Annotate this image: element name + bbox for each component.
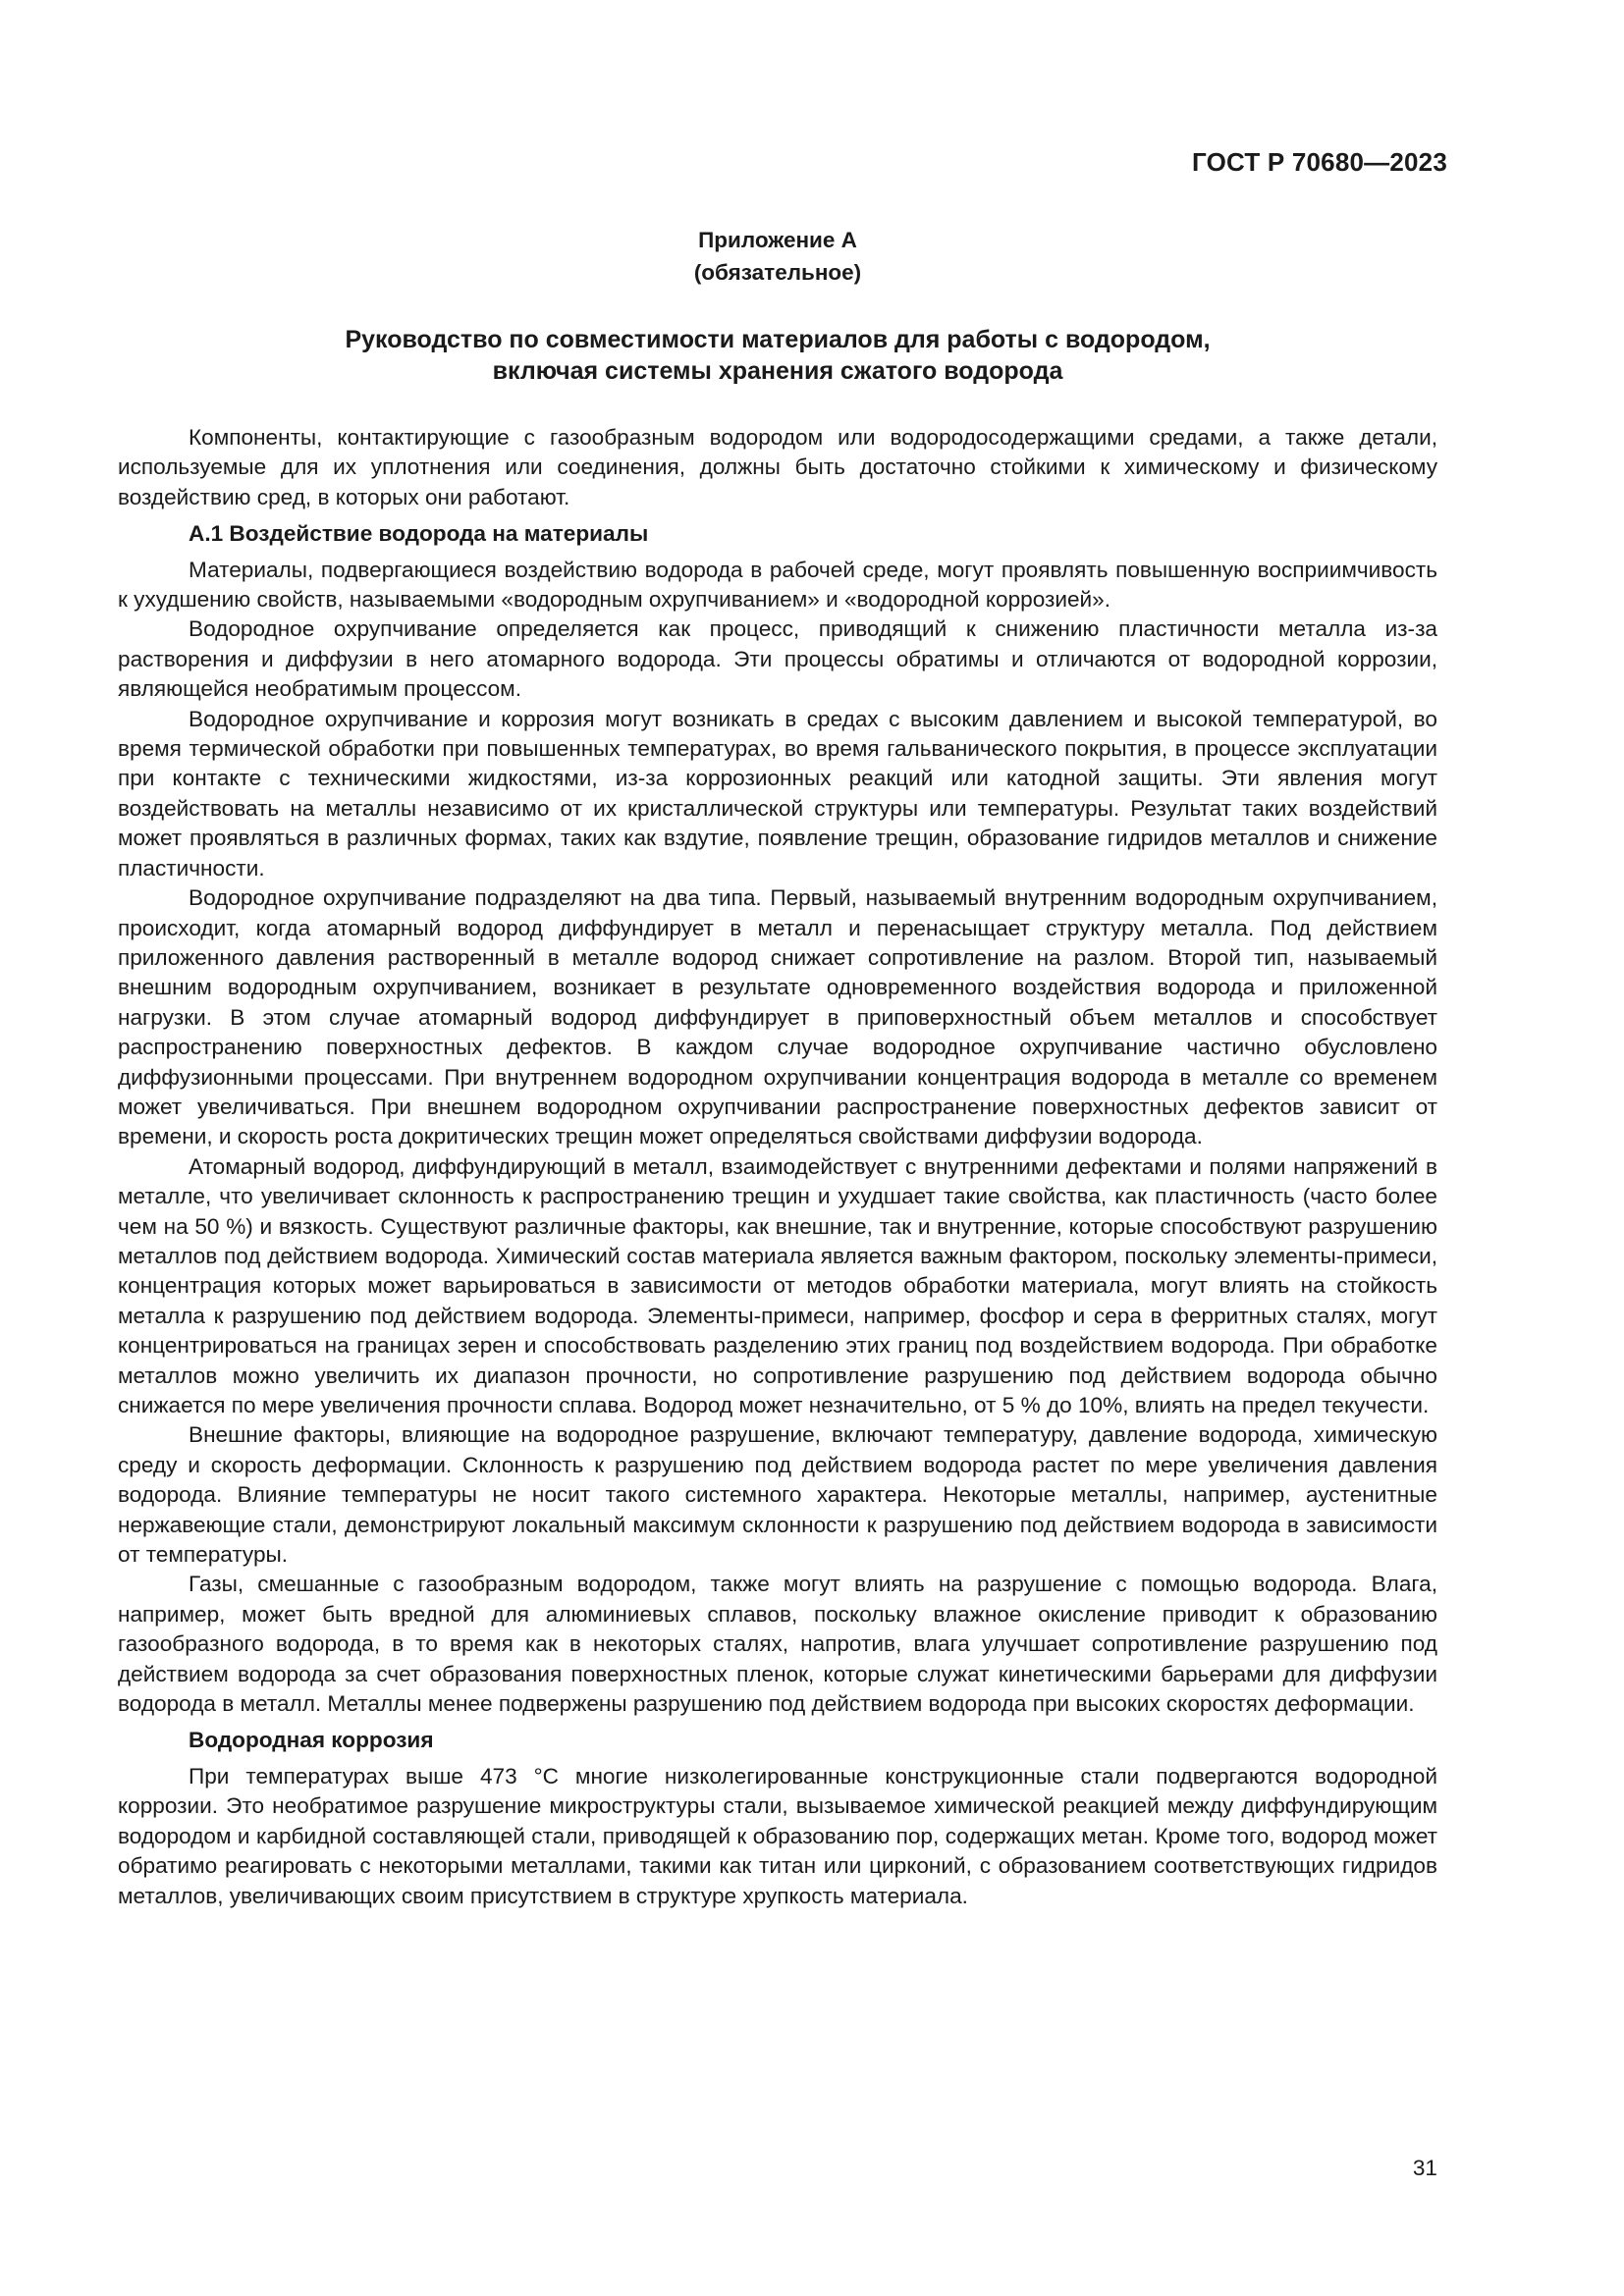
section-a1-paragraph: Внешние факторы, влияющие на водородное разрушение, включают температуру, давление водорода, химическую среду и скорость деформации. Склонность к разрушению под действием водорода растет по мере увеличения давления водорода. Влияние температуры не носит такого системного характера. Некоторые металлы, например, аустенитные нержавеющие стали, демонстрируют локальный максимум склонности к разрушению под действием водорода в зависимости от температуры. — [118, 1422, 1437, 1568]
section-a1-heading: А.1 Воздействие водорода на материалы — [189, 521, 649, 547]
annex-title — [118, 324, 1437, 387]
annex-title-line-1: Руководство по совместимости материалов для работы с водородом, — [345, 326, 1211, 353]
section-a1-paragraph: Водородное охрупчивание определяется как процесс, приводящий к снижению пластичности металла из-за растворения и диффузии в него атомарного водорода. Эти процессы обратимы и отличаются от водородной коррозии, являющейся необратимым процессом. — [118, 616, 1437, 702]
section-a1-paragraph: Водородное охрупчивание и коррозия могут возникать в средах с высоким давлением и высокой температурой, во время термической обработки при повышенных температурах, во время гальванического покрытия, в процессе эксплуатации при контакте с техническими жидкостями, из-за коррозионных реакций или катодной защиты. Эти явления могут воздействовать на металлы независимо от их кристаллической структуры или температуры. Результат таких воздействий может проявляться в различных формах, таких как вздутие, появление трещин, образование гидридов металлов и снижение пластичности. — [118, 706, 1437, 881]
section-a1-paragraph: Материалы, подвергающиеся воздействию водорода в рабочей среде, могут проявлять повышенную восприимчивость к ухудшению свойств, называемыми «водородным охрупчиванием» и «водородной коррозией». — [118, 557, 1437, 613]
annex-status: (обязательное) — [693, 260, 862, 285]
section-a1-paragraph: Водородное охрупчивание подразделяют на два типа. Первый, называемый внутренним водородным охрупчиванием, происходит, когда атомарный водород диффундирует в металл и перенасыщает структуру металла. Под действием приложенного давления растворенный в металле водород снижает сопротивление на разлом. Второй тип, называемый внешним водородным охрупчиванием, возникает в результате одновременного воздействия водорода и приложенной нагрузки. В этом случае атомарный водород диффундирует в приповерхностный объем металлов и способствует распространению поверхностных дефектов. В каждом случае водородное охрупчивание частично обусловлено диффузионными процессами. При внутреннем водородном охрупчивании концентрация водорода в металле со временем может увеличиваться. При внешнем водородном охрупчивании распространение поверхностных дефектов зависит от времени, и скорость роста докритических трещин может определяться свойствами диффузии водорода. — [118, 885, 1437, 1149]
hydrogen-corrosion-paragraph: При температурах выше 473 °С многие низколегированные конструкционные стали подвергаются водородной коррозии. Это необратимое разрушение микроструктуры стали, вызываемое химической реакцией между диффундирующим водородом и карбидной составляющей стали, приводящей к образованию пор, содержащих метан. Кроме того, водород может обратимо реагировать с некоторыми металлами, такими как титан или цирконий, с образованием соответствующих гидридов металлов, увеличивающих своим присутствием в структуре хрупкость материала. — [118, 1763, 1437, 1908]
page-number: 31 — [1412, 2156, 1437, 2180]
page-header-standard-number: ГОСТ Р 70680—2023 — [1192, 147, 1447, 177]
annex-label: Приложение А — [698, 228, 857, 252]
hydrogen-corrosion-heading: Водородная коррозия — [189, 1728, 434, 1753]
document-body — [118, 224, 1437, 1911]
section-a1-paragraph: Газы, смешанные с газообразным водородом, также могут влиять на разрушение с помощью водорода. Влага, например, может быть вредной для алюминиевых сплавов, поскольку влажное окисление приводит к образованию газообразного водорода, в то время как в некоторых сталях, напротив, влага улучшает сопротивление разрушению под действием водорода за счет образования поверхностных пленок, которые служат кинетическими барьерами для диффузии водорода в металл. Металлы менее подвержены разрушению под действием водорода при высоких скоростях деформации. — [118, 1572, 1437, 1717]
section-a1-paragraph: Атомарный водород, диффундирующий в металл, взаимодействует с внутренними дефектами и полями напряжений в металле, что увеличивает склонность к распространению трещин и ухудшает такие свойства, как пластичность (часто более чем на 50 %) и вязкость. Существуют различные факторы, как внешние, так и внутренние, которые способствуют разрушению металлов под действием водорода. Химический состав материала является важным фактором, поскольку элементы-примеси, концентрация которых может варьироваться в зависимости от методов обработки материала, могут влиять на стойкость металла к разрушению под действием водорода. Элементы-примеси, например, фосфор и сера в ферритных сталях, могут концентрироваться на границах зерен и способствовать разделению этих границ под воздействием водорода. При обработке металлов можно увеличить их диапазон прочности, но сопротивление разрушению под действием водорода обычно снижается по мере увеличения прочности сплава. Водород может незначительно, от 5 % до 10%, влиять на предел текучести. — [118, 1153, 1437, 1417]
intro-paragraph: Компоненты, контактирующие с газообразным водородом или водородосодержащими средами, а также детали, используемые для их уплотнения или соединения, должны быть достаточно стойкими к химическому и физическому воздействию сред, в которых они работают. — [118, 425, 1437, 509]
annex-title-line-2: включая системы хранения сжатого водорода — [492, 357, 1063, 385]
